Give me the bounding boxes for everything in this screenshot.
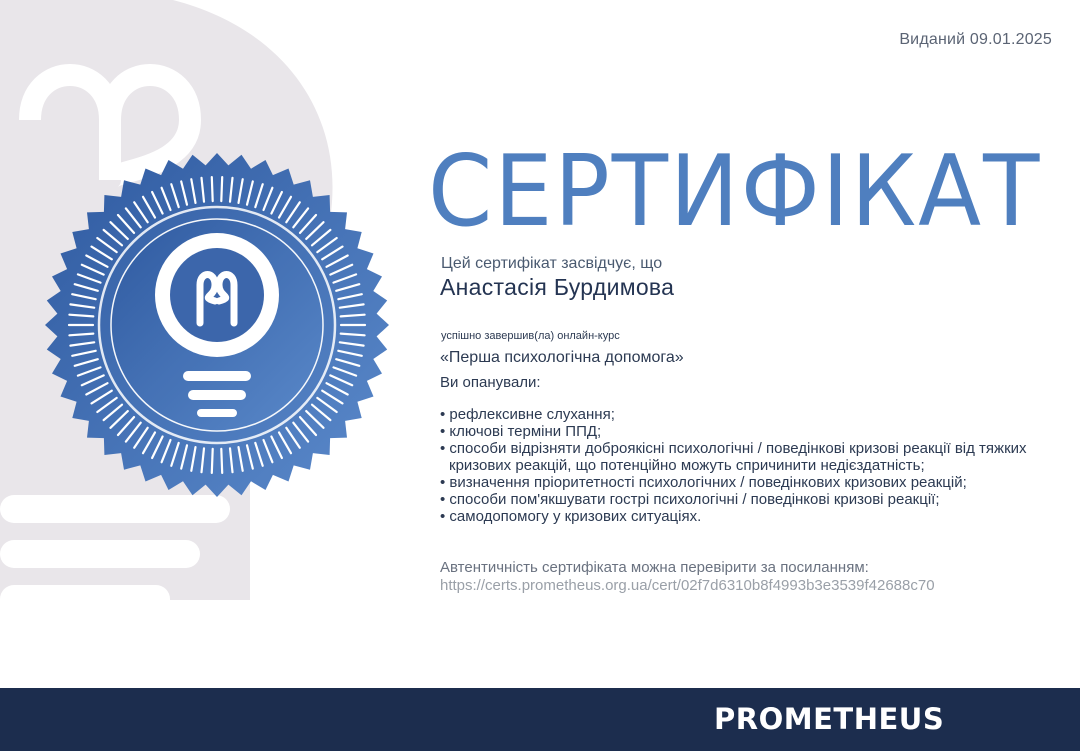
footer-bar <box>0 688 1080 751</box>
skill-item: • самодопомогу у кризових ситуаціях. <box>440 508 702 525</box>
certifies-text: Цей сертифікат засвідчує, що <box>441 255 663 272</box>
skill-item: • способи пом'якшувати гострі психологічні / поведінкові кризові реакції; <box>440 491 940 508</box>
prometheus-logo <box>714 699 944 739</box>
certificate-title: СЕРТИФІКАТ <box>428 135 1042 249</box>
skills-list <box>440 406 1080 525</box>
brand-name: PROMETHEUS <box>714 702 945 736</box>
skill-item: • визначення пріоритетності психологічних / поведінкових кризових реакцій; <box>440 474 967 491</box>
verify-link[interactable]: https://certs.prometheus.org.ua/cert/02f7d6310b8f4993b3e3539f42688c70 <box>440 577 935 594</box>
skill-item: • рефлексивне слухання; <box>440 406 615 423</box>
skill-item: • способи відрізняти доброякісні психологічні / поведінкові кризові реакції від тяжких кризових реакцій, що потенційно можуть спричинити недієздатність; <box>440 440 1027 474</box>
completed-label: успішно завершив(ла) онлайн-курс <box>441 330 620 342</box>
skill-item: • ключові терміни ППД; <box>440 423 602 440</box>
mastered-label: Ви опанували: <box>440 374 541 391</box>
recipient-name: Анастасія Бурдимова <box>440 274 675 300</box>
issue-date: Виданий 09.01.2025 <box>899 31 1052 48</box>
lightbulb-seal-icon <box>45 145 390 505</box>
verify-label: Автентичність сертифіката можна перевірити за посиланням: <box>440 559 869 576</box>
course-name: «Перша психологічна допомога» <box>440 349 684 366</box>
